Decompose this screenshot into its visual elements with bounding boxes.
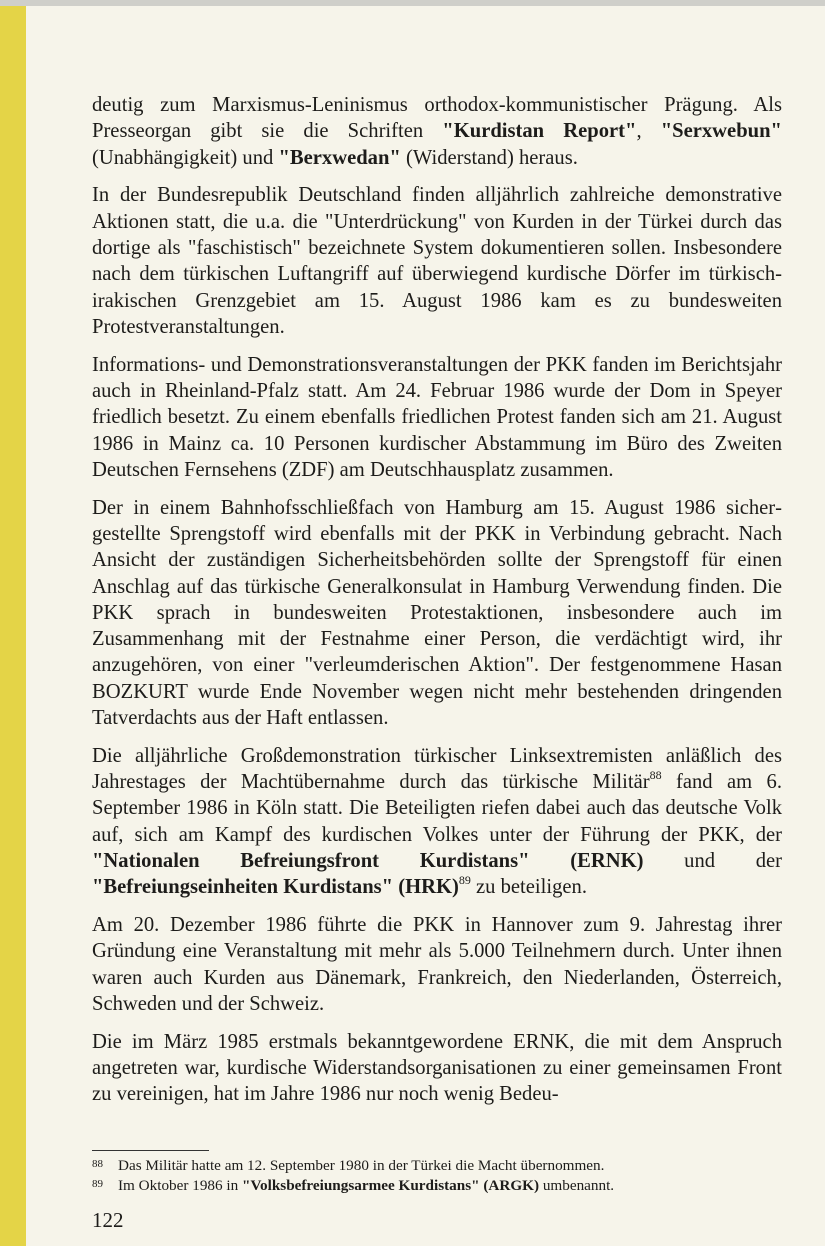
bold-text-run: "Berxwedan" xyxy=(278,146,401,169)
bold-text-run: "Befreiungseinheiten Kurdistans" xyxy=(92,876,394,899)
text-run: Das Militär hatte am 12. September 1980 in der Türkei die Macht übernommen. xyxy=(118,1157,605,1174)
page-top-edge xyxy=(0,0,825,6)
bold-text-run: (ERNK) xyxy=(570,850,644,873)
footnote-reference: 89 xyxy=(458,873,471,888)
footnote-number: 88 xyxy=(92,1158,103,1170)
footnote-number: 89 xyxy=(92,1178,103,1190)
bold-text-run: "Kurdistan Report" xyxy=(442,120,637,143)
page-number: 122 xyxy=(92,1208,124,1232)
text-run: Am 20. Dezember 1986 führte die PKK in Hannover zum 9. Jahrestag ihrer Gründung eine Veranstaltung mit mehr als 5.000 Teilnehmern durch. Unter ihnen waren auch Kurden aus Dänemark, Frankreich, den Niederlanden, Österreich, Schweden und der Schweiz. xyxy=(92,914,782,1015)
paragraph xyxy=(92,495,782,732)
paragraph xyxy=(92,743,782,901)
text-run: In der Bundesrepublik Deutschland finden alljährlich zahlreiche demonstrative Aktionen statt, die u.a. die "Unterdrückung" von Kurden in der Türkei durch das dortige als "faschistisch" bezeichnete System dokumentieren sollen. Insbesondere nach dem türkischen Luftangriff auf überwiegend kurdische Dörfer im türkisch-irakischen Grenzgebiet am 15. August 1986 kam es zu bundesweiten Protestveranstaltungen. xyxy=(92,184,782,338)
text-run: umbenannt. xyxy=(539,1177,615,1194)
footnote xyxy=(92,1176,782,1196)
text-run: (Unabhängigkeit) und xyxy=(92,146,279,169)
text-run: Im Oktober 1986 in xyxy=(118,1177,243,1194)
bold-text-run: "Volksbefreiungsarmee Kurdistans" (ARGK) xyxy=(242,1177,540,1194)
footnote-reference: 88 xyxy=(649,768,662,783)
text-run: und der xyxy=(643,850,783,873)
paragraph xyxy=(92,912,782,1017)
text-run xyxy=(530,850,571,872)
bold-text-run: "Serxwebun" xyxy=(660,120,782,143)
paragraph xyxy=(92,1029,782,1108)
paragraph xyxy=(92,92,782,171)
text-run: Informations- und Demonstrationsveranstaltungen der PKK fanden im Berichtsjahr auch in Rheinland-Pfalz statt. Am 24. Februar 1986 wurde der Dom in Speyer friedlich besetzt. Zu einem ebenfalls friedlichen Protest fanden sich am 21. August 1986 in Mainz ca. 10 Personen kurdischer Abstammung im Büro des Zweiten Deutschen Fernsehens (ZDF) am Deutschhausplatz zusammen. xyxy=(92,353,782,481)
text-run: Die alljährliche Großdemonstration türkischer Linksextremisten anläßlich des Jahrestages der Machtübernahme durch das türkische Militär xyxy=(92,744,782,794)
binding-spine-strip xyxy=(0,6,26,1246)
text-run: Der in einem Bahnhofsschließfach von Hamburg am 15. August 1986 sichergestellte Sprengstoff wird ebenfalls mit der PKK in Verbindung gebracht. Nach Ansicht der zuständigen Sicherheitsbehörden sollte der Sprengstoff für einen Anschlag auf das türkische Generalkonsulat in Hamburg Verwendung finden. Die PKK sprach in bundesweiten Protestaktionen, insbesondere auch im Zusammenhang mit der Festnahme einer Person, die verdächtigt wird, ihr anzugehören, von einer "verleumderischen Aktion". Der festgenommene Hasan BOZKURT wurde Ende November wegen nicht mehr bestehenden dringenden Tatverdachts aus der Haft entlassen. xyxy=(92,496,782,730)
text-run: deutig zum Marxismus-Leninismus orthodox-kommunistischer Prägung. Als Presseorgan gibt sie die Schriften xyxy=(92,94,782,143)
paragraph xyxy=(92,182,782,340)
footnote-separator xyxy=(92,1150,209,1151)
bold-text-run: (HRK) xyxy=(398,876,459,899)
text-run: fand am 6. September 1986 in Köln statt. Die Beteiligten riefen dabei auch das deutsche Volk auf, sich am Kampf des kurdischen Volkes unter der Führung der PKK, der xyxy=(92,771,782,846)
document-body xyxy=(92,92,782,1119)
text-run: Die im März 1985 erstmals bekanntgewordene ERNK, die mit dem Anspruch angetreten war, kurdische Widerstandsorganisationen zu einer gemeinsamen Front zu vereinigen, hat im Jahre 1986 nur noch wenig Bedeu- xyxy=(92,1030,782,1106)
bold-text-run: "Nationalen Befreiungsfront Kurdistans" xyxy=(92,850,530,873)
paragraph xyxy=(92,352,782,483)
footnote xyxy=(92,1156,782,1176)
text-run: (Widerstand) heraus. xyxy=(400,146,578,169)
footnotes xyxy=(92,1156,782,1196)
text-run: zu beteiligen. xyxy=(470,876,587,899)
text-run: , xyxy=(636,120,661,143)
